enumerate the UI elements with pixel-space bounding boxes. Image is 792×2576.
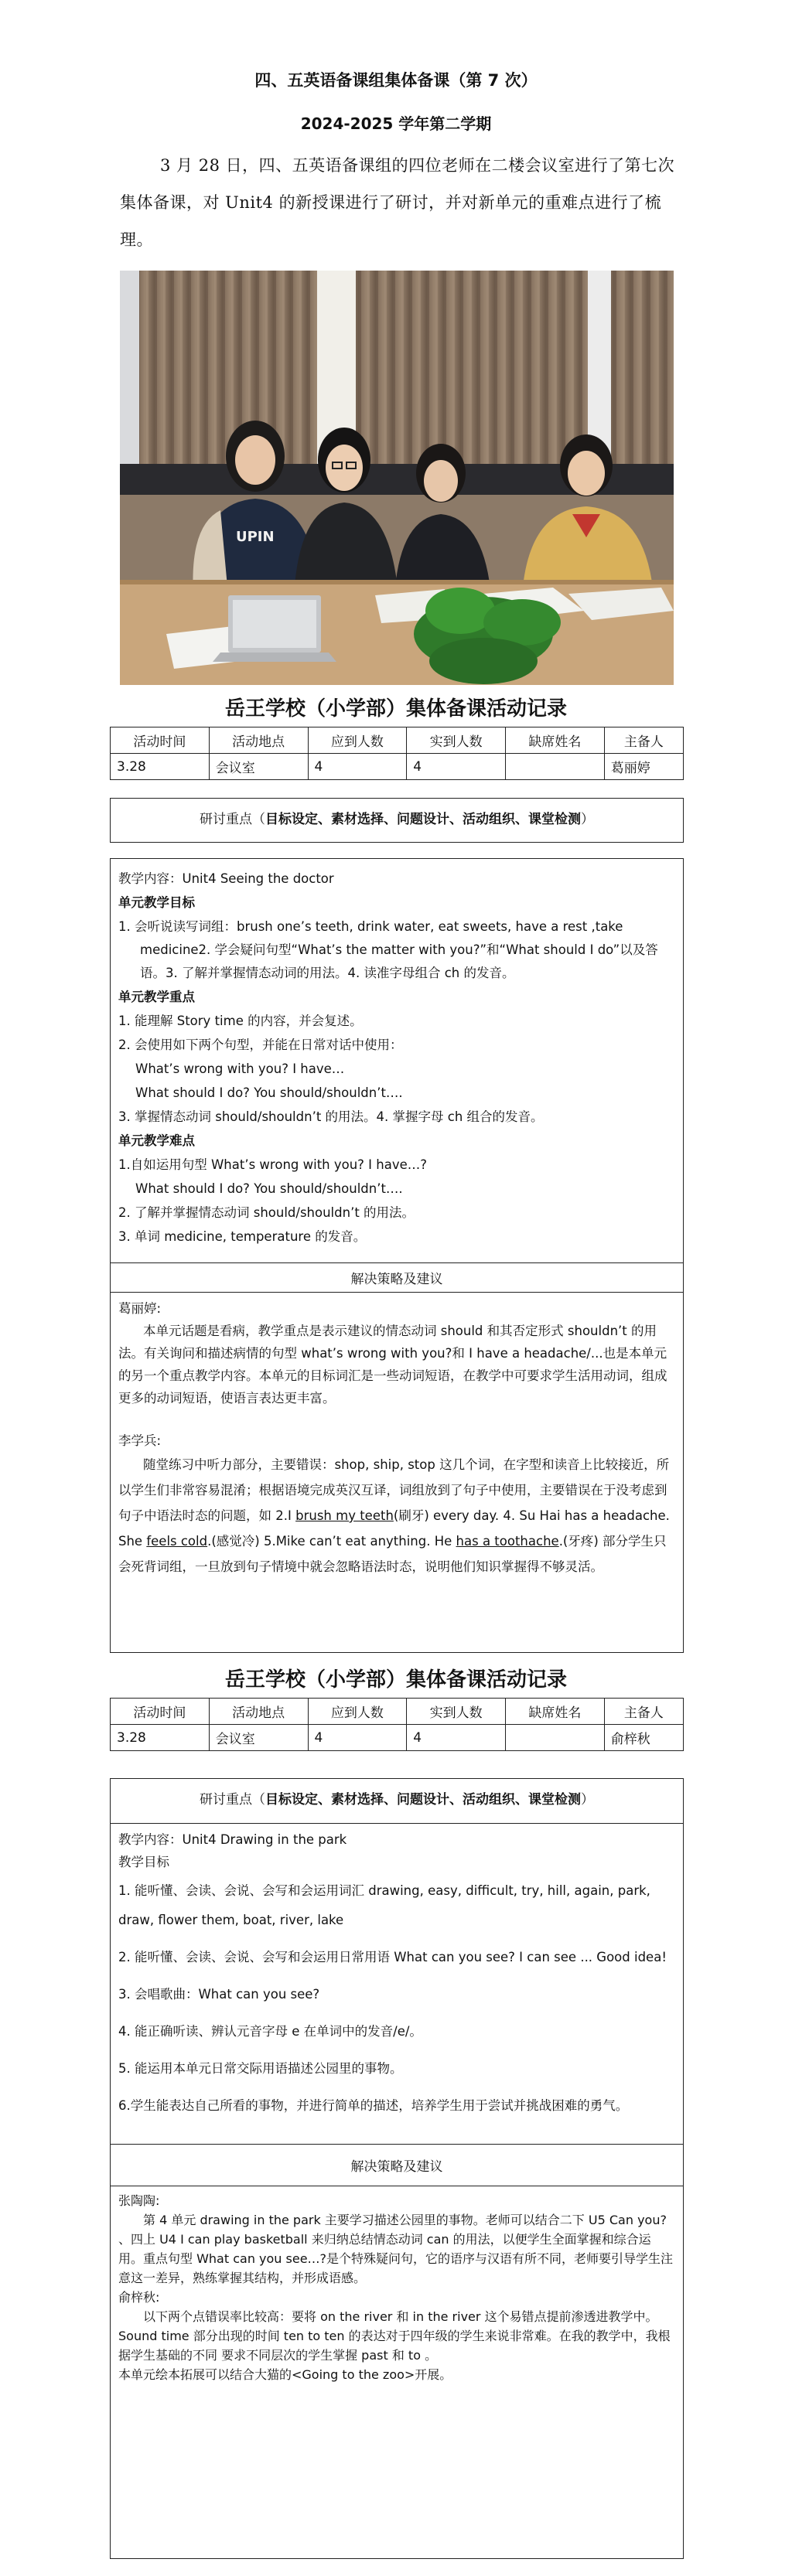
underlined-phrase: brush my teeth [295,1508,394,1523]
suggestion-paragraph: 以下两个点错误率比较高：要将 on the river 和 in the river 这个易错点提前渗透进教学中。 Sound time 部分出现的时间 ten to ten 的表达对于四年级的学生来说非常难。在我的教学中，我根据学生基础的不同 要求不同层次的学生掌握 past 和 to 。 [118,2309,671,2363]
cell-time: 3.28 [111,754,210,780]
table-header-row [111,727,684,754]
focus-prefix: 研讨重点（ [200,812,265,827]
suggestion-paragraph: 本单元绘本拓展可以结合大猫的<Going to the zoo>开展。 [118,2367,452,2382]
underlined-phrase: feels cold [146,1534,208,1549]
difficulty-heading: 单元教学难点 [118,1133,195,1148]
goal-item: 2. 能听懂、会读、会说、会写和会运用日常用语 What can you see? I can see ... Good idea! [118,1950,667,1964]
key-sentence: What should I do? You should/shouldn’t…. [135,1085,403,1100]
record-2-body [110,1778,684,2559]
cell-expected: 4 [308,754,407,780]
cell-expected: 4 [308,1725,407,1751]
goal-heading: 教学目标 [118,1855,169,1869]
goal-item: 1. 能听懂、会读、会说、会写和会运用词汇 drawing, easy, difficult, try, hill, again, park, draw, flower them, boat, river, lake [118,1883,650,1927]
table-row [111,1725,684,1751]
solutions-title: 解决策略及建议 [111,1262,683,1293]
goal-item: 5. 能运用本单元日常交际用语描述公园里的事物。 [118,2061,403,2076]
sweatshirt-text: UPIN [236,529,275,545]
record-2-title: 岳王学校（小学部）集体备课活动记录 [224,1668,567,1692]
goal-item: 4. 能正确听读、辨认元音字母 e 在单词中的发音/e/。 [118,2024,422,2039]
suggestion-paragraph: 第 4 单元 drawing in the park 主要学习描述公园里的事物。老师可以结合二下 U5 Can you? 、四上 U4 I can play basketball 来归纳总结情态动词 can 的用法，以便学生全面掌握和综合运用。重点句型 What can you see…?是个特殊疑问句，它的语序与汉语有所不同，老师要引导学生注意这一差异，熟练掌握其结构，并形成语感。 [118,2213,674,2285]
record-1-title: 岳王学校（小学部）集体备课活动记录 [224,697,567,721]
key-item: 2. 会使用如下两个句型，并能在日常对话中使用： [118,1038,403,1052]
suggestion-paragraph: 随堂练习中听力部分，主要错误：shop, ship, stop 这几个词，在字型和读音上比较接近，所以学生们非常容易混淆；根据语境完成英汉互译，词组放到了句子中使用，主要错误在于没考虑到句子中语法时态的问题，如 2.I brush my teeth(刷牙) every day. 4. Su Hai has a headache. She feels cold.(感觉冷) 5.Mike can’t eat anything. He has a toothache.(牙疼) 部分学生只会死背词组，一旦放到句子情境中就会忽略语法时态，说明他们知识掌握得不够灵活。 [118,1457,670,1574]
goal-item: medicine2. 学会疑问句型“What’s the matter with you?”和“What should I do”以及答语。3. 了解并掌握情态动词的用法。4. 读准字母组合 ch 的发音。 [140,942,658,980]
teaching-content: 教学内容：Unit4 Seeing the doctor [118,871,334,886]
record-2-info-table [110,1698,684,1751]
cell-absent [506,754,605,780]
focus-items: 目标设定、素材选择、问题设计、活动组织、课堂检测 [265,812,581,827]
col-header-absent: 缺席姓名 [506,1699,605,1725]
record-1-body [110,858,684,1653]
teacher-name: 张陶陶: [118,2193,160,2208]
col-header-time: 活动时间 [111,1699,210,1725]
table-row [111,754,684,780]
record-1-info-table [110,727,684,780]
cell-absent [506,1725,605,1751]
cell-place: 会议室 [209,754,308,780]
col-header-attended: 实到人数 [407,1699,506,1725]
teacher-name: 李学兵: [118,1433,162,1448]
intro-paragraph: 3 月 28 日，四、五英语备课组的四位老师在二楼会议室进行了第七次集体备课，对 Unit4 的新授课进行了研讨，并对新单元的重难点进行了梳理。 [120,156,675,249]
focus-prefix: 研讨重点（ [200,1792,265,1808]
col-header-expected: 应到人数 [308,1699,407,1725]
underlined-phrase: has a toothache [456,1534,559,1549]
goal-item: 1. 会听说读写词组：brush one’s teeth, drink water, eat sweets, have a rest ,take [118,919,623,934]
key-item: 3. 掌握情态动词 should/shouldn’t 的用法。4. 掌握字母 ch 组合的发音。 [118,1109,544,1124]
cell-time: 3.28 [111,1725,210,1751]
cell-lead: 葛丽婷 [604,754,683,780]
col-header-absent: 缺席姓名 [506,727,605,754]
difficulty-item: 3. 单词 medicine, temperature 的发音。 [118,1229,367,1244]
col-header-lead: 主备人 [604,727,683,754]
difficulty-item: 2. 了解并掌握情态动词 should/shouldn’t 的用法。 [118,1205,415,1220]
cell-attended: 4 [407,1725,506,1751]
teacher-name: 俞梓秋: [118,2290,160,2305]
col-header-lead: 主备人 [604,1699,683,1725]
difficulty-item: 1.自如运用句型 What’s wrong with you? I have…? [118,1157,428,1172]
difficulty-item: What should I do? You should/shouldn’t…. [135,1181,403,1196]
focus-items: 目标设定、素材选择、问题设计、活动组织、课堂检测 [265,1792,581,1808]
record-1-focus [110,798,684,843]
document-title: 四、五英语备课组集体备课（第 7 次） [254,71,538,90]
suggestion-paragraph: 本单元话题是看病，教学重点是表示建议的情态动词 should 和其否定形式 shouldn’t 的用法。有关询问和描述病情的句型 what’s wrong with you?和 I have a headache/...也是本单元的另一个重点教学内容。本单元的目标词汇是一些动词短语，在教学中可要求学生活用动词，组成更多的动词短语，使语言表达更丰富。 [118,1324,667,1406]
goal-item: 6.学生能表达自己所看的事物，并进行简单的描述，培养学生用于尝试并挑战困难的勇气。 [118,2098,629,2113]
term-label: 2024-2025 学年第二学期 [300,114,492,133]
record-2-focus [111,1779,683,1824]
cell-place: 会议室 [209,1725,308,1751]
col-header-place: 活动地点 [209,727,308,754]
col-header-time: 活动时间 [111,727,210,754]
teacher-name: 葛丽婷: [118,1301,162,1316]
key-sentence: What’s wrong with you? I have… [135,1061,345,1076]
col-header-expected: 应到人数 [308,727,407,754]
col-header-place: 活动地点 [209,1699,308,1725]
table-header-row [111,1699,684,1725]
goal-item: 3. 会唱歌曲：What can you see? [118,1987,320,2002]
key-item: 1. 能理解 Story time 的内容，并会复述。 [118,1014,363,1028]
teaching-content: 教学内容：Unit4 Drawing in the park [118,1832,347,1847]
col-header-attended: 实到人数 [407,727,506,754]
cell-lead: 俞梓秋 [604,1725,683,1751]
focus-suffix: ） [581,1792,594,1808]
goal-heading: 单元教学目标 [118,895,195,910]
focus-suffix: ） [581,812,594,827]
meeting-photo [120,271,674,685]
cell-attended: 4 [407,754,506,780]
key-heading: 单元教学重点 [118,990,195,1004]
solutions-title: 解决策略及建议 [111,2144,683,2186]
